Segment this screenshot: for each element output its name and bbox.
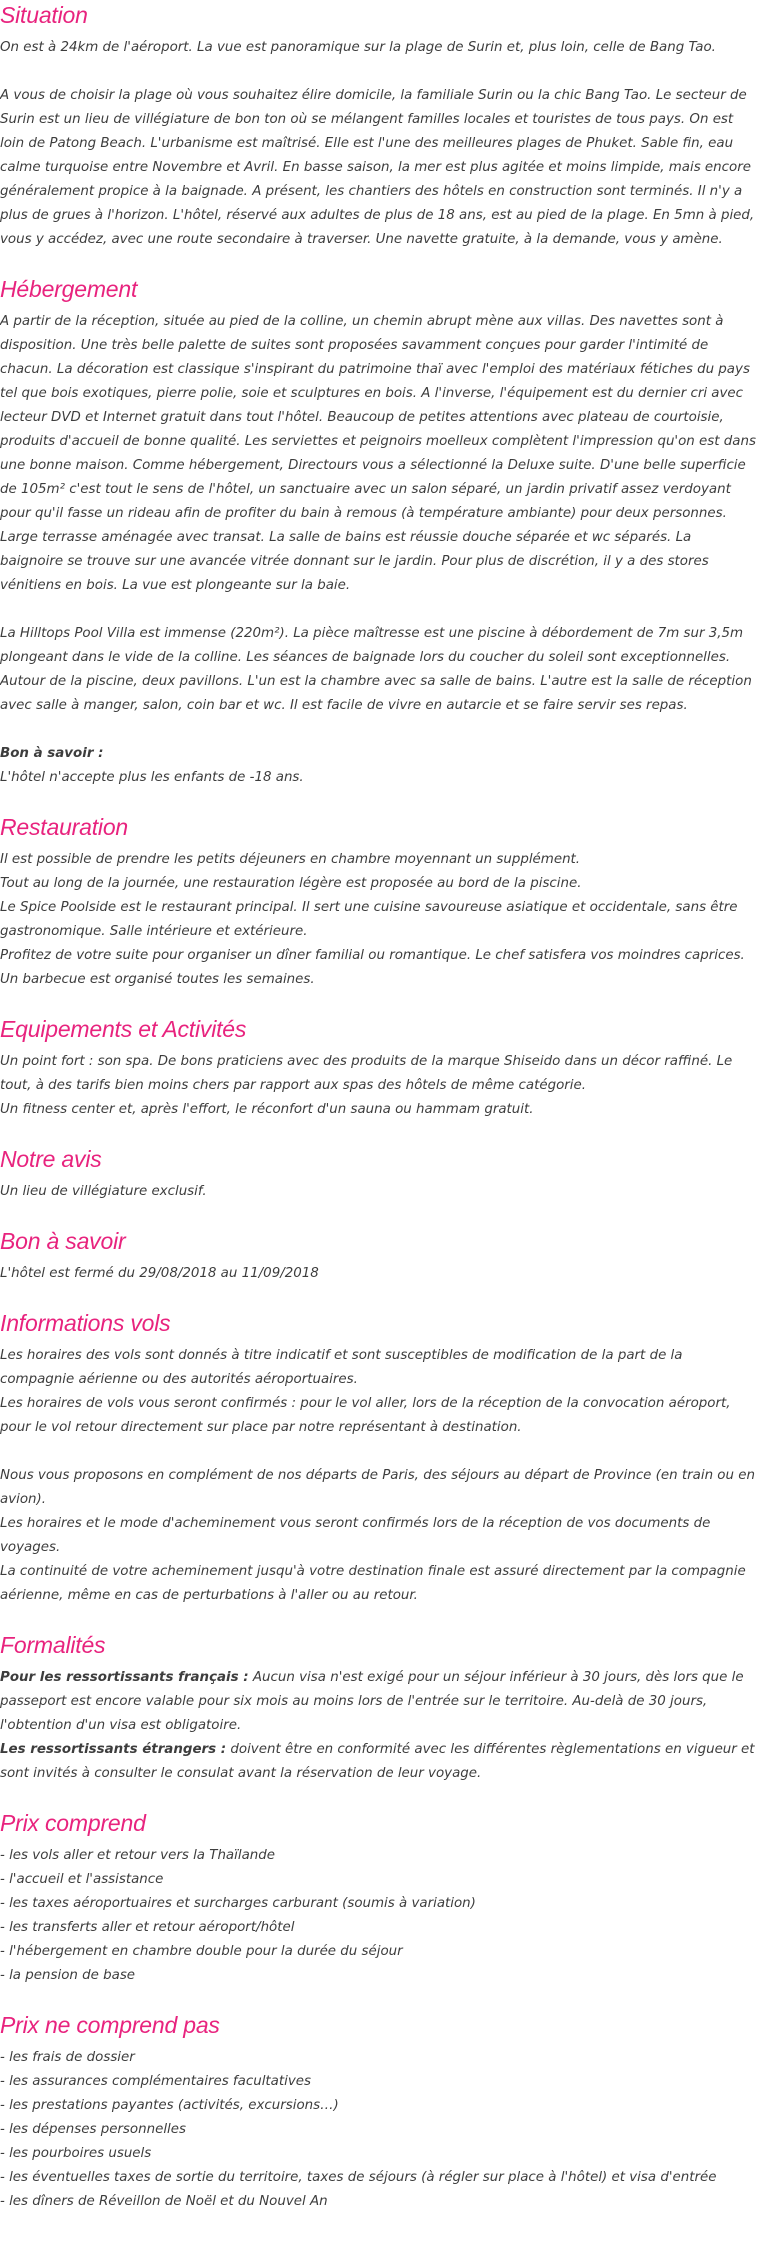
- list-item: - les dîners de Réveillon de Noël et du Nouvel An: [0, 2194, 328, 2209]
- equipements-line: Un point fort : son spa. De bons praticiens avec des produits de la marque Shiseido dans un décor raffiné. Le tout, à des tarifs bien moins chers par rapport aux spas des hôtels de même catégorie.: [0, 1054, 733, 1093]
- section-title-prix-comprend: Prix comprend: [0, 1810, 146, 1836]
- section-title-equipements: Equipements et Activités: [0, 1016, 247, 1042]
- section-title-avis: Notre avis: [0, 1146, 102, 1172]
- formalites-francais-label: Pour les ressortissants français :: [0, 1670, 249, 1685]
- list-item: - les vols aller et retour vers la Thaïlande: [0, 1848, 276, 1863]
- section-title-situation: Situation: [0, 2, 88, 28]
- list-item: - les pourboires usuels: [0, 2146, 152, 2161]
- hebergement-note: [0, 742, 758, 790]
- vols-line: Les horaires de vols vous seront confirmés : pour le vol aller, lors de la réception de la convocation aéroport, pour le vol retour directement sur place par notre représentant à destination.: [0, 1396, 731, 1435]
- list-item: - l'hébergement en chambre double pour la durée du séjour: [0, 1944, 403, 1959]
- restauration-line: Il est possible de prendre les petits déjeuners en chambre moyennant un supplément.: [0, 852, 581, 867]
- section-prix-comprend: [0, 1808, 758, 1988]
- formalites-etrangers-label: Les ressortissants étrangers :: [0, 1742, 227, 1757]
- formalites-etrangers: [0, 1738, 758, 1786]
- hebergement-note-text: L'hôtel n'accepte plus les enfants de -18 ans.: [0, 770, 304, 785]
- formalites-francais-text: Aucun visa n'est exigé pour un séjour inférieur à 30 jours, dès lors que le passeport est encore valable pour six mois au moins lors de l'entrée sur le territoire. Au-delà de 30 jours, l'obtention d'un visa est obligatoire.: [0, 1670, 744, 1733]
- vols-line: Nous vous proposons en complément de nos départs de Paris, des séjours au départ de Province (en train ou en avion).: [0, 1468, 755, 1507]
- list-item: - les éventuelles taxes de sortie du territoire, taxes de séjours (à régler sur place à l'hôtel) et visa d'entrée: [0, 2170, 717, 2185]
- restauration-line: Profitez de votre suite pour organiser un dîner familial ou romantique. Le chef satisfera vos moindres caprices.: [0, 948, 745, 963]
- restauration-line: Un barbecue est organisé toutes les semaines.: [0, 972, 315, 987]
- hebergement-suite-text: A partir de la réception, située au pied de la colline, un chemin abrupt mène aux villas. Des navettes sont à disposition. Une très belle palette de suites sont proposées savamment conçues pour garder l'intimité de chacun. La décoration est classique s'inspirant du patrimoine thaï avec l'emploi des matériaux fétiches du pays tel que bois exotiques, pierre polie, soie et sculptures en bois. A l'inverse, l'équipement est du dernier cri avec lecteur DVD et Internet gratuit dans tout l'hôtel. Beaucoup de petites attentions avec plateau de courtoisie, produits d'accueil de bonne qualité. Les serviettes et peignoirs moelleux complètent l'impression qu'on est dans une bonne maison. Comme hébergement, Directours vous a sélectionné la Deluxe suite. D'une belle superficie de 105m² c'est tout le sens de l'hôtel, un sanctuaire avec un salon séparé, un jardin privatif assez verdoyant pour qu'il fasse un rideau afin de profiter du bain à remous (à température ambiante) pour deux personnes. Large terrasse aménagée avec transat. La salle de bains est réussie douche séparée et wc séparés. La baignoire se trouve sur une avancée vitrée donnant sur le jardin. Pour plus de discrétion, il y a des stores vénitiens en bois. La vue est plongeante sur la baie.: [0, 314, 756, 593]
- list-item: - l'accueil et l'assistance: [0, 1872, 164, 1887]
- section-avis: [0, 1144, 758, 1204]
- avis-text: Un lieu de villégiature exclusif.: [0, 1184, 207, 1199]
- list-item: - les prestations payantes (activités, excursions…): [0, 2098, 339, 2113]
- section-situation: [0, 0, 758, 252]
- section-informations-vols: [0, 1308, 758, 1608]
- restauration-line: Le Spice Poolside est le restaurant principal. Il sert une cuisine savoureuse asiatique et occidentale, sans être gastronomique. Salle intérieure et extérieure.: [0, 900, 738, 939]
- list-item: - les transferts aller et retour aéroport/hôtel: [0, 1920, 295, 1935]
- section-prix-ne-comprend-pas: [0, 2010, 758, 2214]
- list-item: - la pension de base: [0, 1968, 136, 1983]
- list-item: - les dépenses personnelles: [0, 2122, 186, 2137]
- situation-distance-text: On est à 24km de l'aéroport. La vue est panoramique sur la plage de Surin et, plus loin, celle de Bang Tao.: [0, 40, 716, 55]
- list-item: - les frais de dossier: [0, 2050, 135, 2065]
- section-equipements: [0, 1014, 758, 1122]
- section-title-hebergement: Hébergement: [0, 276, 138, 302]
- section-hebergement: [0, 274, 758, 790]
- hebergement-villa-text: La Hilltops Pool Villa est immense (220m²). La pièce maîtresse est une piscine à débordement de 7m sur 3,5m plongeant dans le vide de la colline. Les séances de baignade lors du coucher du soleil sont exceptionnelles. Autour de la piscine, deux pavillons. L'un est la chambre avec sa salle de bains. L'autre est la salle de réception avec salle à manger, salon, coin bar et wc. Il est facile de vivre en autarcie et se faire servir ses repas.: [0, 626, 752, 713]
- situation-description-text: A vous de choisir la plage où vous souhaitez élire domicile, la familiale Surin ou la chic Bang Tao. Le secteur de Surin est un lieu de villégiature de bon ton où se mélangent familles locales et touristes de tous pays. On est loin de Patong Beach. L'urbanisme est maîtrisé. Elle est l'une des meilleures plages de Phuket. Sable fin, eau calme turquoise entre Novembre et Avril. En basse saison, la mer est plus agitée et moins limpide, mais encore généralement propice à la baignade. A présent, les chantiers des hôtels en construction sont terminés. Il n'y a plus de grues à l'horizon. L'hôtel, réservé aux adultes de plus de 18 ans, est au pied de la plage. En 5mn à pied, vous y accédez, avec une route secondaire à traverser. Une navette gratuite, à la demande, vous y amène.: [0, 88, 755, 247]
- section-bon-a-savoir: [0, 1226, 758, 1286]
- bon-a-savoir-text: L'hôtel est fermé du 29/08/2018 au 11/09/2018: [0, 1266, 319, 1281]
- vols-line: La continuité de votre acheminement jusqu'à votre destination finale est assuré directement par la compagnie aérienne, même en cas de perturbations à l'aller ou au retour.: [0, 1564, 746, 1603]
- section-title-vols: Informations vols: [0, 1310, 171, 1336]
- formalites-etrangers-text: doivent être en conformité avec les différentes règlementations en vigueur et sont invités à consulter le consulat avant la réservation de leur voyage.: [0, 1742, 755, 1781]
- section-formalites: [0, 1630, 758, 1786]
- hebergement-note-label: Bon à savoir :: [0, 746, 104, 761]
- list-item: - les taxes aéroportuaires et surcharges carburant (soumis à variation): [0, 1896, 476, 1911]
- section-title-prix-ne-comprend-pas: Prix ne comprend pas: [0, 2012, 220, 2038]
- vols-line: Les horaires et le mode d'acheminement vous seront confirmés lors de la réception de vos documents de voyages.: [0, 1516, 711, 1555]
- section-restauration: [0, 812, 758, 992]
- prix-ne-comprend-list: [0, 2046, 758, 2214]
- equipements-line: Un fitness center et, après l'effort, le réconfort d'un sauna ou hammam gratuit.: [0, 1102, 534, 1117]
- prix-comprend-list: [0, 1844, 758, 1988]
- section-title-formalites: Formalités: [0, 1632, 106, 1658]
- restauration-line: Tout au long de la journée, une restauration légère est proposée au bord de la piscine.: [0, 876, 582, 891]
- vols-line: Les horaires des vols sont donnés à titre indicatif et sont susceptibles de modification de la part de la compagnie aérienne ou des autorités aéroportuaires.: [0, 1348, 683, 1387]
- section-title-restauration: Restauration: [0, 814, 129, 840]
- list-item: - les assurances complémentaires facultatives: [0, 2074, 311, 2089]
- formalites-francais: [0, 1666, 758, 1738]
- section-title-bon-a-savoir: Bon à savoir: [0, 1228, 126, 1254]
